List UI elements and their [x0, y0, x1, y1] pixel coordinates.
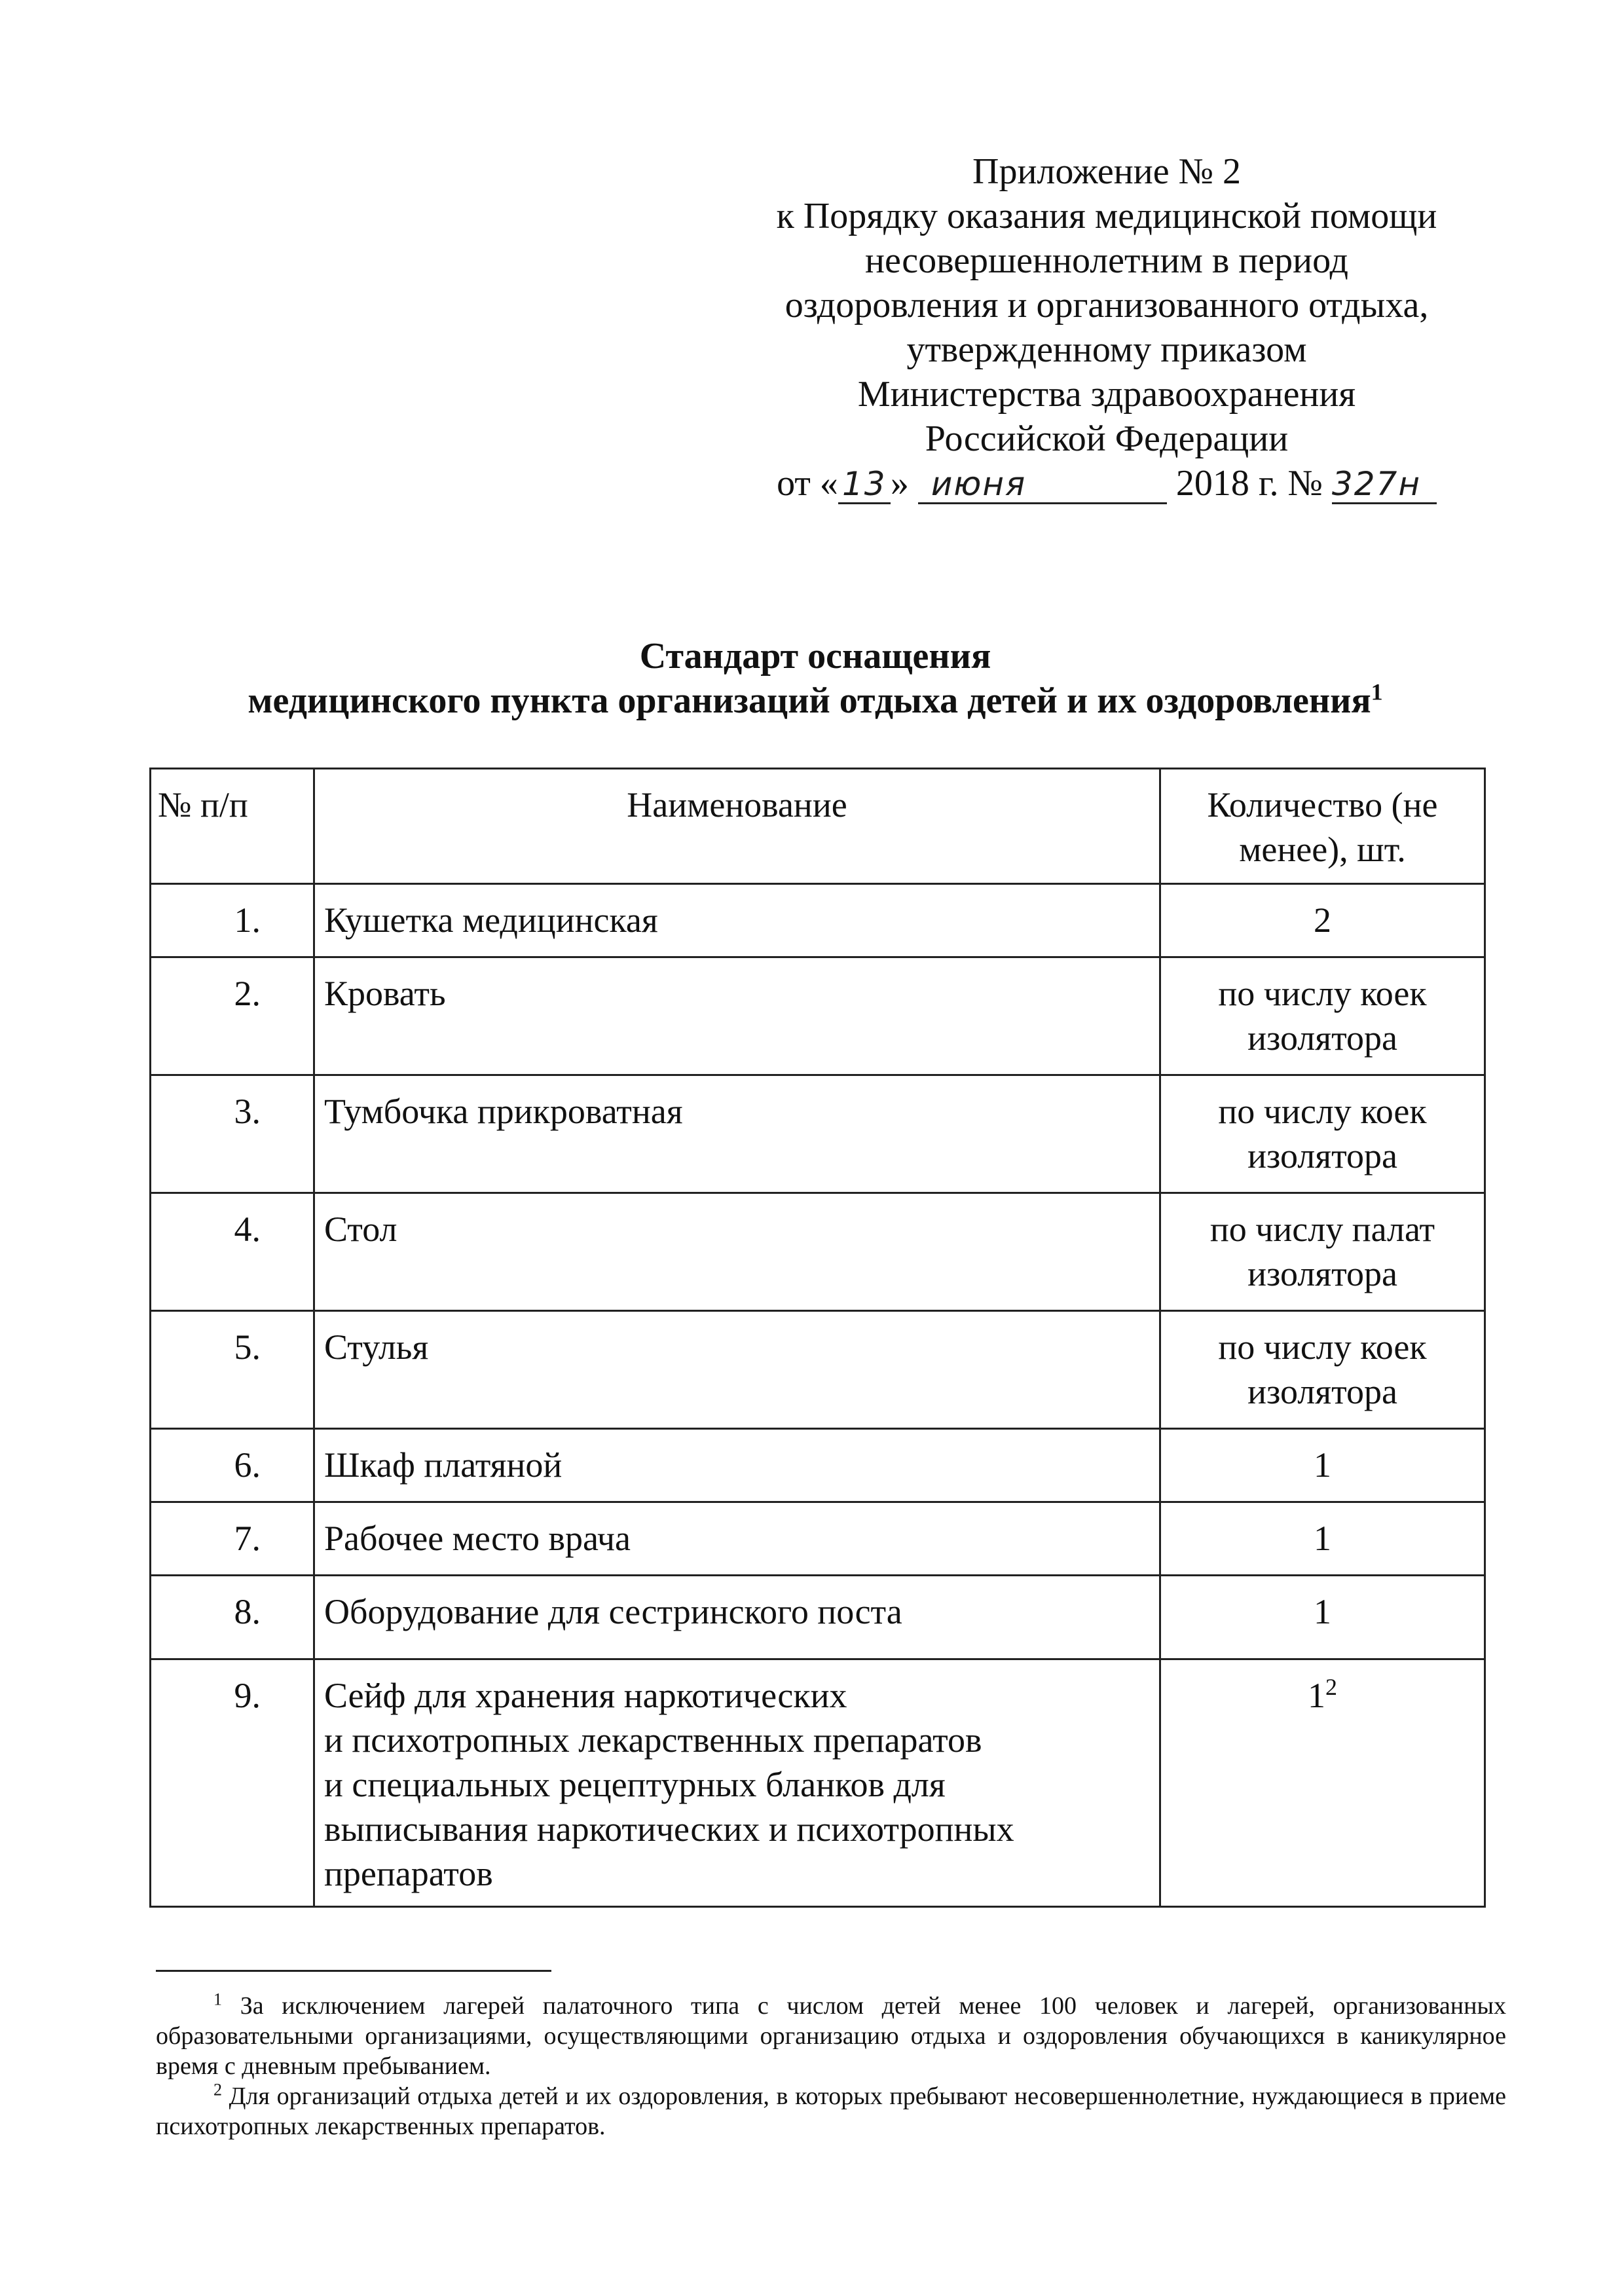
table-row: [151, 1311, 1485, 1429]
footnote-mark: 1: [213, 1990, 222, 2009]
handwritten-order-number: 327н: [1332, 466, 1437, 504]
date-year-text: 2018 г. №: [1175, 463, 1323, 504]
footnote-1: $^1$ За исключением лагерей палаточного типа с числом детей менее 100 человек и лагерей, организованных образовательными организациями, осуществляющими организацию отдыха и оздоровления обучающихся в каникулярное время с дневным пребыванием.: [156, 1990, 1507, 2080]
header-qty: Количество (не менее), шт.: [1160, 769, 1485, 884]
title-line-1: Стандарт оснащения: [639, 636, 991, 676]
header-num: № п/п: [151, 769, 314, 884]
date-mid: »: [890, 463, 909, 504]
row-qty: $1^2$: [1160, 1659, 1485, 1907]
footnote-2: $^2$ Для организаций отдыха детей и их оздоровления, в которых пребывают несовершеннолетние, нуждающиеся в приеме психотропных лекарственных препаратов.: [156, 2080, 1506, 2140]
equipment-table: [149, 768, 1486, 1908]
footnotes: [156, 1991, 1506, 2141]
table-row: [151, 1659, 1485, 1907]
appendix-line: оздоровления и организованного отдыха,: [784, 285, 1429, 325]
table-row: [151, 957, 1485, 1075]
row-num: 9.: [151, 1659, 314, 1907]
row-qty: по числу коек изолятора: [1160, 1311, 1485, 1429]
document-title: [151, 634, 1480, 723]
title-line-2: медицинского пункта организаций отдыха детей и их оздоровления$^1$: [248, 678, 1383, 721]
footnote-mark: 2: [213, 2080, 222, 2100]
date-prefix: от «: [777, 463, 838, 504]
table-row: [151, 1576, 1485, 1659]
row-num: 3.: [151, 1075, 314, 1193]
row-qty: по числу коек изолятора: [1160, 957, 1485, 1075]
table-row: [151, 884, 1485, 957]
row-qty: по числу палат изолятора: [1160, 1193, 1485, 1311]
row-qty: 2: [1160, 884, 1485, 957]
row-name: Сейф для хранения наркотических и психотропных лекарственных препаратов и специальных рецептурных бланков для выписывания наркотических и психотропных препаратов: [314, 1659, 1160, 1907]
footnote-divider: [156, 1970, 551, 1972]
row-qty: 1: [1160, 1502, 1485, 1576]
row-num: 2.: [151, 957, 314, 1075]
table-row: [151, 1193, 1485, 1311]
row-name: Кровать: [314, 957, 1160, 1075]
row-name: Рабочее место врача: [314, 1502, 1160, 1576]
row-name: Стулья: [314, 1311, 1160, 1429]
row-num: 6.: [151, 1429, 314, 1502]
row-name: Кушетка медицинская: [314, 884, 1160, 957]
row-num: 5.: [151, 1311, 314, 1429]
table-row: [151, 1502, 1485, 1576]
row-num: 7.: [151, 1502, 314, 1576]
row-num: 8.: [151, 1576, 314, 1659]
row-name: Оборудование для сестринского поста: [314, 1576, 1160, 1659]
footnote-ref-1: 1: [1371, 678, 1383, 705]
row-qty: 1: [1160, 1576, 1485, 1659]
row-qty: 1: [1160, 1429, 1485, 1502]
table-header-row: [151, 769, 1485, 884]
appendix-block: [740, 149, 1473, 506]
row-name: Шкаф платяной: [314, 1429, 1160, 1502]
appendix-line: Российской Федерации: [925, 418, 1289, 459]
row-name: Тумбочка прикроватная: [314, 1075, 1160, 1193]
appendix-line: Министерства здравоохранения: [857, 374, 1356, 415]
appendix-line: несовершеннолетним в период: [865, 240, 1348, 281]
appendix-line: Приложение № 2: [972, 151, 1241, 192]
row-name: Стол: [314, 1193, 1160, 1311]
appendix-line: к Порядку оказания медицинской помощи: [776, 196, 1437, 236]
row-qty: по числу коек изолятора: [1160, 1075, 1485, 1193]
table-row: [151, 1429, 1485, 1502]
handwritten-month: июня: [918, 466, 1167, 504]
order-date-line: [740, 461, 1473, 506]
table-row: [151, 1075, 1485, 1193]
handwritten-day: 13: [838, 466, 891, 504]
appendix-line: утвержденному приказом: [906, 329, 1307, 370]
row-num: 1.: [151, 884, 314, 957]
footnote-ref-2: 2: [1325, 1674, 1337, 1700]
header-name: Наименование: [314, 769, 1160, 884]
row-num: 4.: [151, 1193, 314, 1311]
